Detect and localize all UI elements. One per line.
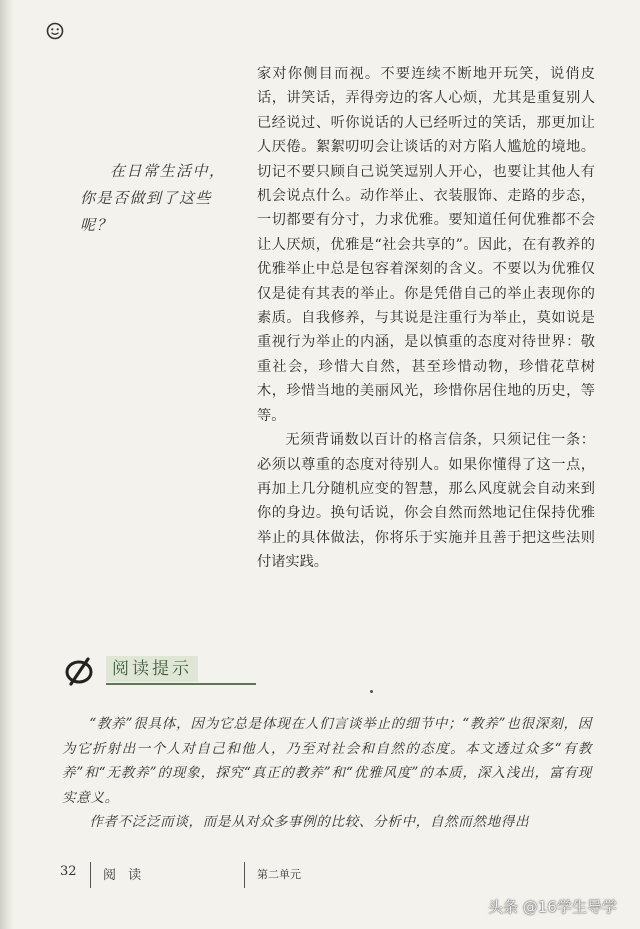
footer-section-name: 阅 读 — [103, 868, 146, 883]
footer-unit-name: 第二单元 — [257, 868, 301, 881]
section-title: 阅读提示 — [106, 656, 198, 682]
page-number: 32 — [60, 864, 77, 879]
footer-divider — [90, 862, 91, 888]
smiley-icon — [46, 22, 64, 40]
main-text — [257, 62, 595, 575]
section-underline — [106, 683, 256, 685]
main-paragraph-1: 家对你侧目而视。不要连续不断地开玩笑，说俏皮话，讲笑话，弄得旁边的客人心烦，尤其是重复别人已经说过、听你说话的人已经听过的笑话，那更加让人厌倦。絮絮叨叨会让谈话的对方陷人尴尬的境地。切记不要只顾自己说笑逗别人开心，也要让其他人有机会说点什么。动作举止、衣装服饰、走路的步态，一切都要有分寸，力求优雅。要知道任何优雅都不会让人厌烦，优雅是“社会共享的”。因此，在有教养的优雅举止中总是包容着深刻的含义。不要以为优雅仅仅是徒有其表的举止。你是凭借自己的举止表现你的素质。自我修养，与其说是注重行为举止，莫如说是重视行为举止的内涵，是以慎重的态度对待世界：敬重社会，珍惜大自然，甚至珍惜动物，珍惜花草树木，珍惜当地的美丽风光，珍惜你居住地的历史，等等。 — [257, 66, 595, 424]
reading-tip-header — [62, 656, 402, 688]
reading-tip-icon — [62, 656, 98, 686]
page-binding-shadow — [0, 0, 14, 929]
tip-paragraph-2: 作者不泛泛而谈，而是从对众多事例的比较、分析中，自然而然地得出 — [89, 814, 530, 830]
main-paragraph-2: 无须背诵数以百计的格言信条，只须记住一条：必须以尊重的态度对待别人。如果你懂得了这一点，再加上几分随机应变的智慧，那么风度就会自动来到你的身边。换句话说，你会自然而然地记住保持优雅举止的具体做法，你将乐于实施并且善于把这些法则付诸实践。 — [257, 432, 595, 571]
margin-note: 在日常生活中，你是否做到了这些呢？ — [80, 162, 226, 234]
stray-dot — [370, 690, 373, 693]
reading-tip-text — [62, 712, 592, 835]
watermark: 头条 @16学生导学 — [488, 898, 617, 916]
tip-paragraph-1: “教养”很具体，因为它总是体现在人们言谈举止的细节中；“教养”也很深刻，因为它折射出一个人对自己和他人，乃至对社会和自然的态度。本文透过众多“有教养”和“无教养”的现象，探究“真正的教养”和“优雅风度”的本质，深入浅出，富有现实意义。 — [62, 716, 592, 806]
footer-divider — [244, 862, 245, 888]
